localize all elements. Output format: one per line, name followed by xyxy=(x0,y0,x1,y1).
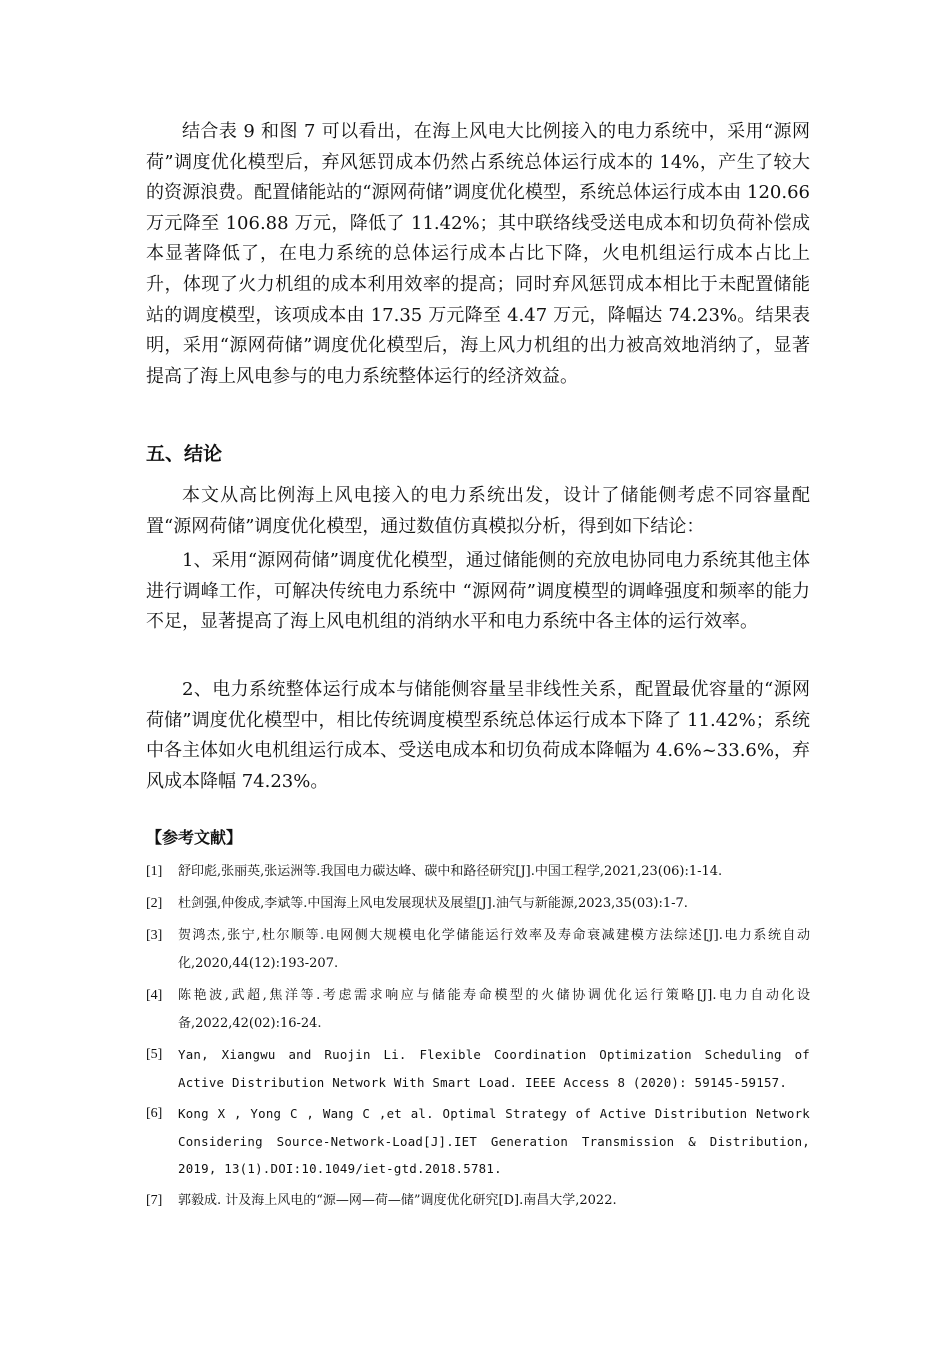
reference-item xyxy=(146,1187,810,1215)
reference-text: 杜剑强,仲俊成,李斌等.中国海上风电发展现状及展望[J].油气与新能源,2023,35(03):1-7. xyxy=(178,896,688,911)
reference-text: 舒印彪,张丽英,张运洲等.我国电力碳达峰、碳中和路径研究[J].中国工程学,2021,23(06):1-14. xyxy=(178,864,723,879)
reference-number: [6] xyxy=(146,1106,163,1121)
body-paragraph: 本文从高比例海上风电接入的电力系统出发，设计了储能侧考虑不同容量配置“源网荷储”调度优化模型，通过数值仿真模拟分析，得到如下结论： xyxy=(146,485,810,537)
reference-number: [1] xyxy=(146,864,163,879)
reference-text: Yan, Xiangwu and Ruojin Li. Flexible Coordination Optimization Scheduling of Active Distribution Network With Smart Load. IEEE Access 8 (2020): 59145-59157. xyxy=(178,1047,810,1090)
reference-number: [7] xyxy=(146,1193,163,1208)
reference-item xyxy=(146,922,810,977)
references-heading: 【参考文献】 xyxy=(146,828,243,847)
body-paragraph: 1、采用“源网荷储”调度优化模型，通过储能侧的充放电协同电力系统其他主体进行调峰工作，可解决传统电力系统中 “源网荷”调度模型的调峰强度和频率的能力不足，显著提高了海上风电机组的消纳水平和电力系统中各主体的运行效率。 xyxy=(146,550,810,633)
reference-number: [5] xyxy=(146,1047,163,1062)
reference-number: [2] xyxy=(146,896,163,911)
reference-text: 贺鸿杰,张宁,杜尔顺等.电网侧大规模电化学储能运行效率及寿命衰减建模方法综述[J].电力系统自动化,2020,44(12):193-207. xyxy=(178,928,810,971)
reference-item xyxy=(146,858,810,886)
reference-item xyxy=(146,1041,810,1096)
reference-text: 郭毅成. 计及海上风电的“源—网—荷—储”调度优化研究[D].南昌大学,2022. xyxy=(178,1193,617,1208)
body-paragraph: 2、电力系统整体运行成本与储能侧容量呈非线性关系，配置最优容量的“源网荷储”调度优化模型中，相比传统调度模型系统总体运行成本下降了 11.42%；系统中各主体如火电机组运行成本、受送电成本和切负荷成本降幅为 4.6%~33.6%，弃风成本降幅 74.23%。 xyxy=(146,679,810,792)
reference-text: 陈艳波,武超,焦洋等.考虑需求响应与储能寿命模型的火储协调优化运行策略[J].电力自动化设备,2022,42(02):16-24. xyxy=(178,988,810,1031)
reference-item xyxy=(146,1100,810,1183)
body-paragraph: 结合表 9 和图 7 可以看出，在海上风电大比例接入的电力系统中，采用“源网荷”调度优化模型后，弃风惩罚成本仍然占系统总体运行成本的 14%，产生了较大的资源浪费。配置储能站的“源网荷储”调度优化模型，系统总体运行成本由 120.66 万元降至 106.88 万元，降低了 11.42%；其中联络线受送电成本和切负荷补偿成本显著降低了，在电力系统的总体运行成本占比下降，火电机组运行成本占比上升，体现了火力机组的成本利用效率的提高；同时弃风惩罚成本相比于未配置储能站的调度模型，该项成本由 17.35 万元降至 4.47 万元，降幅达 74.23%。结果表明，采用“源网荷储”调度优化模型后，海上风力机组的出力被高效地消纳了，显著提高了海上风电参与的电力系统整体运行的经济效益。 xyxy=(146,121,810,387)
reference-number: [4] xyxy=(146,988,163,1003)
reference-item xyxy=(146,890,810,918)
reference-item xyxy=(146,982,810,1037)
section-heading: 五、结论 xyxy=(146,443,223,465)
reference-number: [3] xyxy=(146,928,163,943)
reference-text: Kong X , Yong C , Wang C ,et al. Optimal Strategy of Active Distribution Network Considering Source-Network-Load[J].IET Generation Transmission & Distribution, 2019, 13(1).DOI:10.1049/iet-gtd.2018.5781. xyxy=(178,1106,810,1176)
